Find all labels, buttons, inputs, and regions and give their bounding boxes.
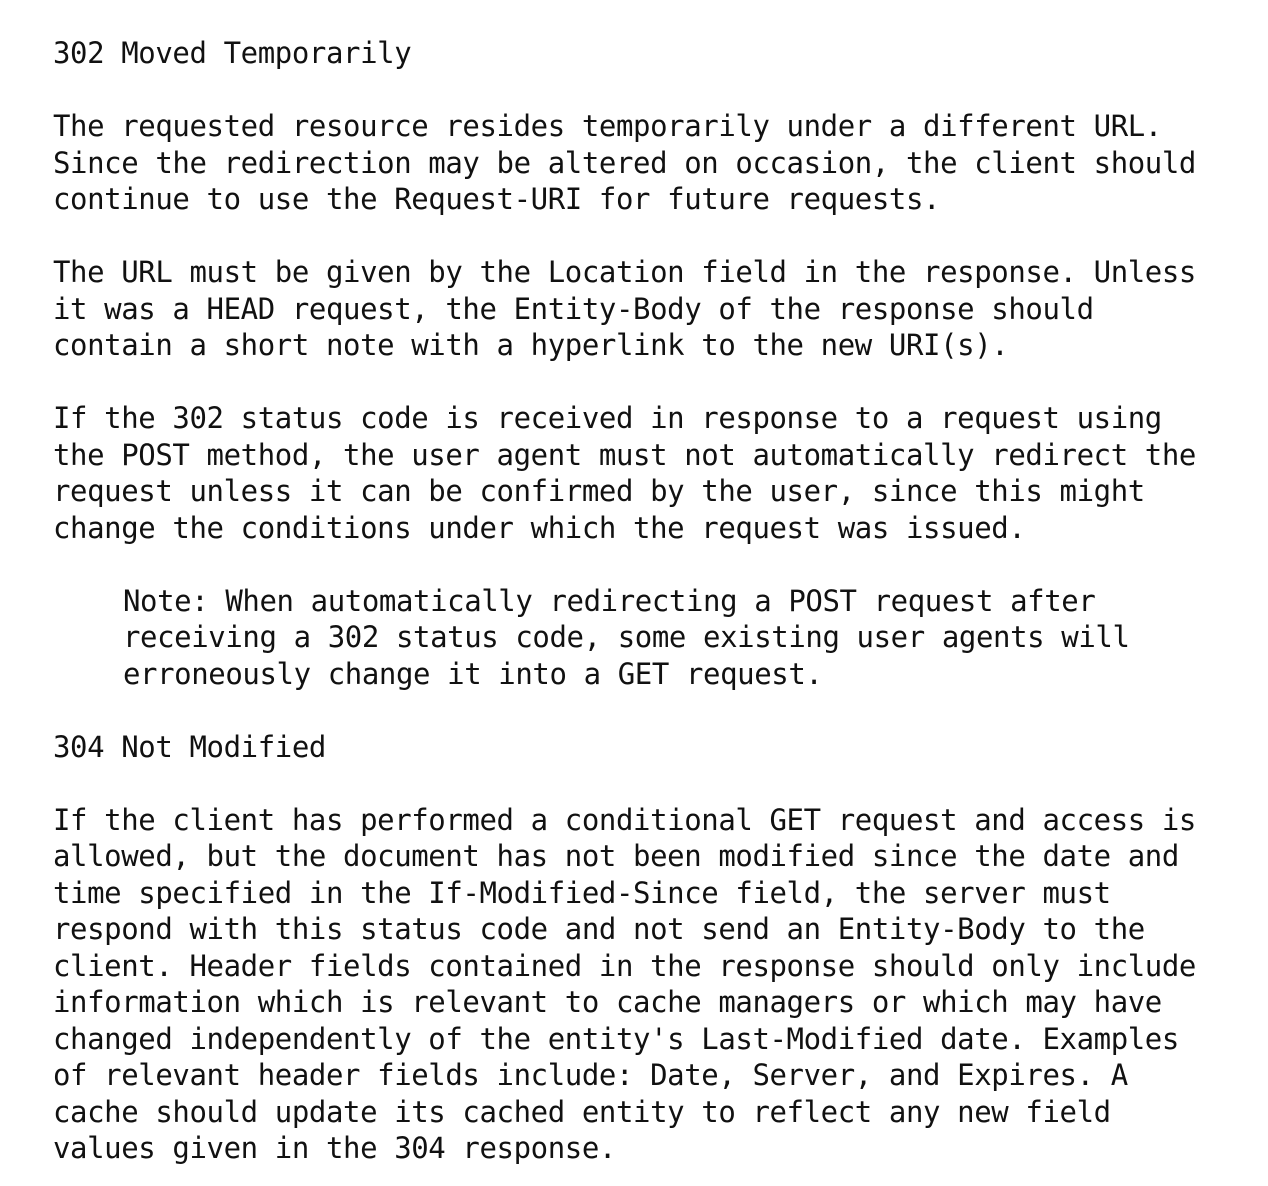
text-line: request unless it can be confirmed by the user, since this might [53, 474, 1145, 508]
spacer [53, 218, 1253, 255]
text-line: the POST method, the user agent must not automatically redirect the [53, 437, 1196, 472]
note-line: erroneously change it into a GET request. [123, 656, 823, 691]
paragraph-304-conditional-get [53, 802, 1253, 1167]
text-line: If the client has performed a conditional GET request and access is [53, 802, 1196, 837]
section-heading-302: 302 Moved Temporarily [53, 36, 412, 70]
note-block [53, 583, 1253, 693]
text-line: The URL must be given by the Location field in the response. Unless [53, 255, 1196, 289]
paragraph-302-resource [53, 108, 1253, 218]
text-line: changed independently of the entity's Last-Modified date. Examples [53, 1021, 1179, 1056]
paragraph-302-location [53, 254, 1253, 364]
spacer [53, 364, 1253, 401]
paragraph-302-post [53, 400, 1253, 546]
text-line: it was a HEAD request, the Entity-Body of the response should [53, 291, 1094, 326]
text-line: contain a short note with a hyperlink to the new URI(s). [53, 328, 1009, 362]
text-line: allowed, but the document has not been modified since the date and [53, 839, 1179, 873]
spacer [53, 765, 1253, 802]
document-body [53, 35, 1253, 1167]
text-line: time specified in the If-Modified-Since field, the server must [53, 875, 1111, 910]
text-line: The requested resource resides temporarily under a different URL. [53, 109, 1162, 143]
section-heading-304: 304 Not Modified [53, 729, 326, 764]
note-line: receiving a 302 status code, some existing user agents will [123, 620, 1130, 654]
text-line: information which is relevant to cache managers or which may have [53, 985, 1162, 1019]
text-line: of relevant header fields include: Date, Server, and Expires. A [53, 1058, 1128, 1092]
text-line: cache should update its cached entity to reflect any new field [53, 1094, 1111, 1129]
note-line: Note: When automatically redirecting a POST request after [123, 583, 1096, 618]
text-line: If the 302 status code is received in response to a request using [53, 401, 1162, 435]
text-line: values given in the 304 response. [53, 1131, 616, 1165]
text-line: Since the redirection may be altered on occasion, the client should [53, 145, 1196, 180]
text-line: respond with this status code and not send an Entity-Body to the [53, 912, 1145, 946]
spacer [53, 72, 1253, 109]
text-line: client. Header fields contained in the response should only include [53, 948, 1196, 983]
spacer [53, 546, 1253, 583]
spacer [53, 692, 1253, 729]
text-line: change the conditions under which the request was issued. [53, 510, 1026, 545]
text-line: continue to use the Request-URI for future requests. [53, 182, 941, 216]
